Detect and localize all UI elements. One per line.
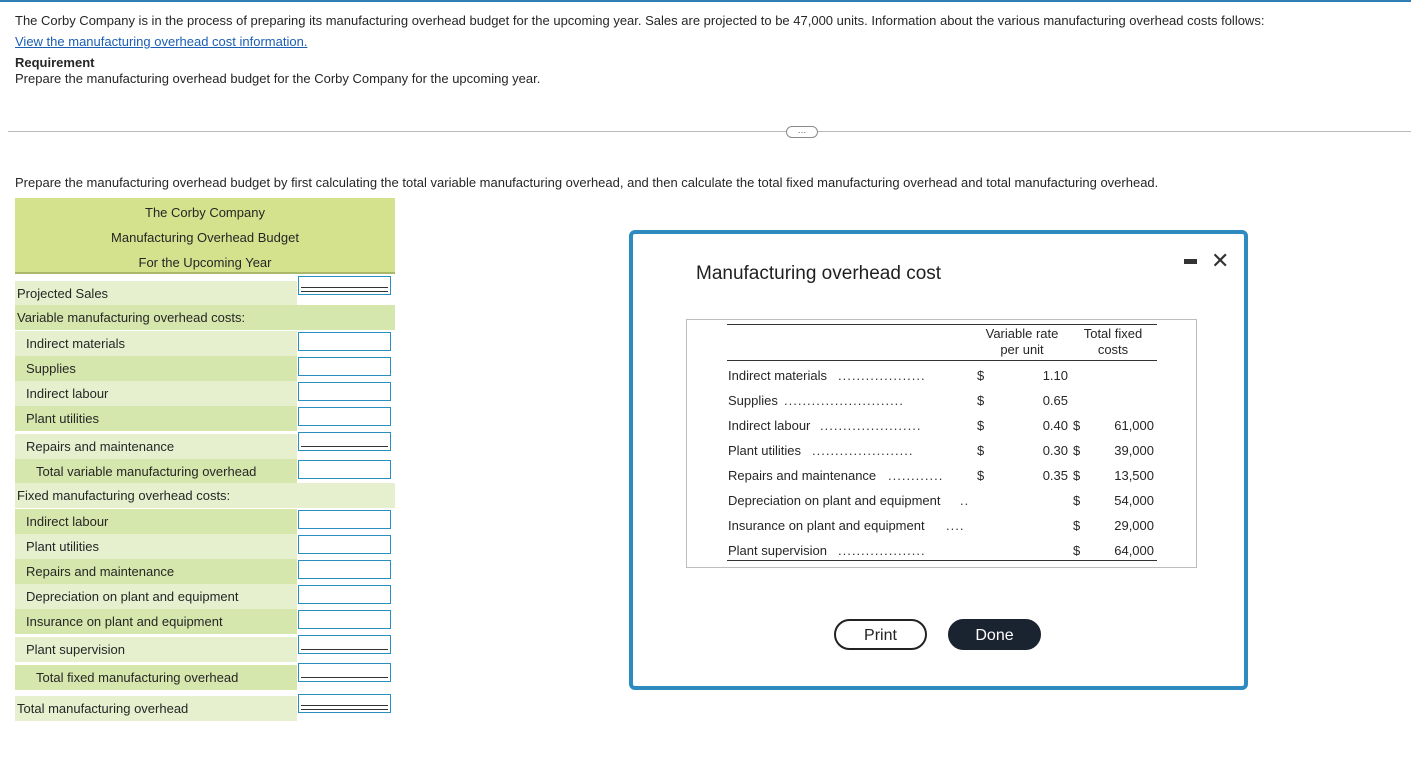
table-bottom-rule: [727, 560, 1157, 561]
fix-depreciation-input[interactable]: [298, 585, 391, 604]
cost-label: Plant supervision: [728, 543, 827, 558]
row-label: Plant supervision: [26, 642, 125, 657]
row-label: Total variable manufacturing overhead: [36, 464, 257, 479]
row-label: Plant utilities: [26, 539, 99, 554]
currency-symbol: $: [1073, 468, 1081, 483]
requirement-heading: Requirement: [15, 55, 95, 70]
row-label: Indirect labour: [26, 514, 109, 529]
variable-heading-row: [15, 305, 395, 330]
row-label: Depreciation on plant and equipment: [26, 589, 239, 604]
var-indirect-labour-row: [15, 381, 297, 406]
fixed-cost: 13,500: [1114, 468, 1154, 483]
col-header-variable: Variable rate per unit: [985, 326, 1059, 357]
row-label: Repairs and maintenance: [26, 564, 175, 579]
requirement-text: Prepare the manufacturing overhead budget for the Corby Company for the upcoming year.: [15, 71, 541, 86]
row-label: Indirect labour: [26, 386, 109, 401]
var-indirect-materials-row: [15, 331, 297, 356]
fixed-heading-row: [15, 483, 395, 508]
currency-symbol: $: [977, 418, 985, 433]
var-repairs-input[interactable]: [298, 432, 391, 451]
fix-supervision-row: [15, 637, 297, 662]
currency-symbol: $: [977, 443, 985, 458]
cost-label: Repairs and maintenance: [728, 468, 877, 483]
cost-info-link[interactable]: View the manufacturing overhead cost information.: [15, 34, 308, 49]
variable-rate: 0.35: [1042, 468, 1068, 483]
divider: [8, 131, 1411, 132]
var-plant-utilities-input[interactable]: [298, 407, 391, 426]
currency-symbol: $: [977, 393, 985, 408]
cost-row: [728, 467, 1168, 485]
cost-row: [728, 392, 1168, 410]
var-repairs-row: [15, 434, 297, 459]
fix-indirect-labour-row: [15, 509, 297, 534]
budget-table: [15, 198, 395, 716]
cost-table: [686, 319, 1197, 568]
cost-label: Supplies: [728, 393, 778, 408]
budget-header: [15, 198, 395, 272]
leader-dots: ..........................: [784, 393, 904, 408]
budget-period: For the Upcoming Year: [138, 255, 272, 270]
projected-sales-row: [15, 281, 297, 306]
row-label: Indirect materials: [26, 336, 125, 351]
currency-symbol: $: [1073, 493, 1081, 508]
leader-dots: ............: [888, 468, 944, 483]
cost-row: [728, 517, 1168, 535]
cost-label: Indirect labour: [728, 418, 811, 433]
var-plant-utilities-row: [15, 406, 297, 431]
var-indirect-materials-input[interactable]: [298, 332, 391, 351]
table-top-rule: [727, 324, 1157, 325]
total-fixed-input[interactable]: [298, 663, 391, 682]
close-icon[interactable]: ✕: [1211, 248, 1230, 273]
cost-label: Insurance on plant and equipment: [728, 518, 925, 533]
leader-dots: ......................: [812, 443, 914, 458]
cost-label: Indirect materials: [728, 368, 827, 383]
fixed-cost: 61,000: [1114, 418, 1154, 433]
cost-row: [728, 492, 1168, 510]
row-label: Repairs and maintenance: [26, 439, 175, 454]
leader-dots: ......................: [820, 418, 922, 433]
leader-dots: ...................: [838, 368, 926, 383]
row-label: Total manufacturing overhead: [17, 701, 189, 716]
fix-indirect-labour-input[interactable]: [298, 510, 391, 529]
total-variable-row: [15, 459, 297, 484]
fix-plant-utilities-input[interactable]: [298, 535, 391, 554]
cost-row: [728, 442, 1168, 460]
cost-label: Depreciation on plant and equipment: [728, 493, 941, 508]
var-supplies-row: [15, 356, 297, 381]
fixed-cost: 54,000: [1114, 493, 1154, 508]
total-variable-input[interactable]: [298, 460, 391, 479]
leader-dots: ....: [946, 518, 965, 533]
var-indirect-labour-input[interactable]: [298, 382, 391, 401]
row-label: Variable manufacturing overhead costs:: [17, 310, 246, 325]
cost-row: [728, 417, 1168, 435]
currency-symbol: $: [977, 368, 985, 383]
row-label: Total fixed manufacturing overhead: [36, 670, 239, 685]
fixed-cost: 29,000: [1114, 518, 1154, 533]
variable-rate: 0.30: [1042, 443, 1068, 458]
fix-repairs-row: [15, 559, 297, 584]
total-fixed-row: [15, 665, 297, 690]
fixed-cost: 39,000: [1114, 443, 1154, 458]
currency-symbol: $: [1073, 518, 1081, 533]
cost-label: Plant utilities: [728, 443, 801, 458]
row-label: Fixed manufacturing overhead costs:: [17, 488, 231, 503]
currency-symbol: $: [1073, 543, 1081, 558]
cost-row: [728, 367, 1168, 385]
done-button[interactable]: Done: [948, 619, 1041, 650]
currency-symbol: $: [1073, 418, 1081, 433]
minimize-icon[interactable]: [1184, 259, 1197, 264]
row-label: Supplies: [26, 361, 76, 376]
budget-title: Manufacturing Overhead Budget: [111, 230, 299, 245]
problem-intro: The Corby Company is in the process of preparing its manufacturing overhead budget for the upcoming year. Sales are projected to be 47,000 units. Information about the various manufacturing overhead costs follows:: [15, 13, 1265, 28]
row-label: Plant utilities: [26, 411, 99, 426]
fix-depreciation-row: [15, 584, 297, 609]
variable-rate: 1.10: [1042, 368, 1068, 383]
leader-dots: ...................: [838, 543, 926, 558]
cost-info-dialog: [629, 230, 1248, 690]
total-overhead-row: [15, 696, 297, 721]
variable-rate: 0.65: [1042, 393, 1068, 408]
fix-insurance-row: [15, 609, 297, 634]
currency-symbol: $: [977, 468, 985, 483]
top-accent-bar: [0, 0, 1411, 2]
fix-repairs-input[interactable]: [298, 560, 391, 579]
variable-rate: 0.40: [1042, 418, 1068, 433]
print-button[interactable]: Print: [834, 619, 927, 650]
fix-plant-utilities-row: [15, 534, 297, 559]
fix-insurance-input[interactable]: [298, 610, 391, 629]
instruction-text: Prepare the manufacturing overhead budget by first calculating the total variable manufacturing overhead, and then calculate the total fixed manufacturing overhead and total manufacturing overhead.: [15, 175, 1159, 190]
dialog-title: Manufacturing overhead cost: [696, 263, 942, 284]
currency-symbol: $: [1073, 443, 1081, 458]
row-label: Insurance on plant and equipment: [26, 614, 223, 629]
cost-row: [728, 542, 1168, 560]
header-rule: [15, 272, 395, 274]
expand-button[interactable]: …: [786, 126, 818, 138]
fixed-cost: 64,000: [1114, 543, 1154, 558]
col-header-fixed: Total fixed costs: [1083, 326, 1143, 357]
row-label: Projected Sales: [17, 286, 109, 301]
var-supplies-input[interactable]: [298, 357, 391, 376]
total-overhead-input[interactable]: [298, 694, 391, 713]
projected-sales-input[interactable]: [298, 276, 391, 295]
company-name: The Corby Company: [145, 205, 265, 220]
fix-supervision-input[interactable]: [298, 635, 391, 654]
leader-dots: ..: [960, 493, 970, 508]
header-rule: [727, 360, 1157, 361]
